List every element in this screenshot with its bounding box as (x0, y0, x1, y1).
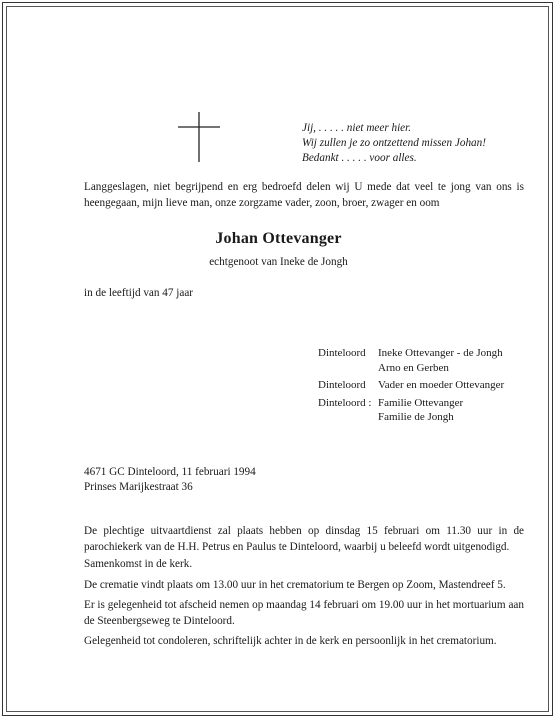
service-paragraph: De plechtige uitvaartdienst zal plaats hebben op dinsdag 15 februari om 11.30 uur in de parochiekerk van de H.H. Petrus en Paulus te Dinteloord, waarbij u beleefd wordt uitgenodigd. (84, 525, 524, 553)
family-entry (318, 396, 504, 425)
gathering-paragraph: Samenkomst in de kerk. (84, 558, 193, 570)
family-list (318, 346, 504, 428)
family-entry (318, 346, 504, 375)
age-line: in de leeftijd van 47 jaar (84, 287, 194, 299)
family-name-line: Arno en Gerben (378, 361, 449, 374)
deceased-name: Johan Ottevanger (215, 230, 342, 247)
cross-icon (178, 112, 220, 162)
poem (302, 121, 486, 166)
address-line: Prinses Marijkestraat 36 (84, 481, 193, 493)
cremation-paragraph: De crematie vindt plaats om 13.00 uur in het crematorium te Bergen op Zoom, Mastendreef 5. (84, 578, 506, 591)
condolences-paragraph: Gelegenheid tot condoleren, schriftelijk achter in de kerk en persoonlijk in het crematorium. (84, 635, 497, 647)
family-place: Dinteloord : (318, 396, 372, 409)
family-name-line: Familie de Jongh (378, 411, 454, 423)
poem-line: Jij, . . . . . niet meer hier. (302, 122, 412, 134)
family-names (378, 378, 504, 393)
family-name-line: Ineke Ottevanger - de Jongh (378, 347, 503, 359)
funeral-details (84, 524, 524, 655)
announcement-text: Langgeslagen, niet begrijpend en erg bedroefd delen wij U mede dat veel te jong van ons is heengegaan, mijn lieve man, onze zorgzame vader, zoon, broer, zwager en oom (84, 181, 524, 209)
poem-line: Bedankt . . . . . voor alles. (302, 152, 417, 164)
poem-line: Wij zullen je zo ontzettend missen Johan! (302, 137, 486, 149)
family-entry (318, 378, 504, 393)
address-line: 4671 GC Dinteloord, 11 februari 1994 (84, 466, 256, 478)
family-names (378, 346, 503, 375)
family-place: Dinteloord (318, 379, 366, 391)
family-place: Dinteloord (318, 347, 366, 359)
farewell-paragraph: Er is gelegenheid tot afscheid nemen op maandag 14 februari om 19.00 uur in het mortuarium aan de Steenbergseweg te Dinteloord. (84, 599, 524, 627)
family-name-line: Vader en moeder Ottevanger (378, 379, 505, 391)
family-name-line: Familie Ottevanger (378, 396, 464, 409)
family-names (378, 396, 463, 425)
spouse-line: echtgenoot van Ineke de Jongh (209, 256, 348, 268)
address-block (84, 465, 256, 495)
